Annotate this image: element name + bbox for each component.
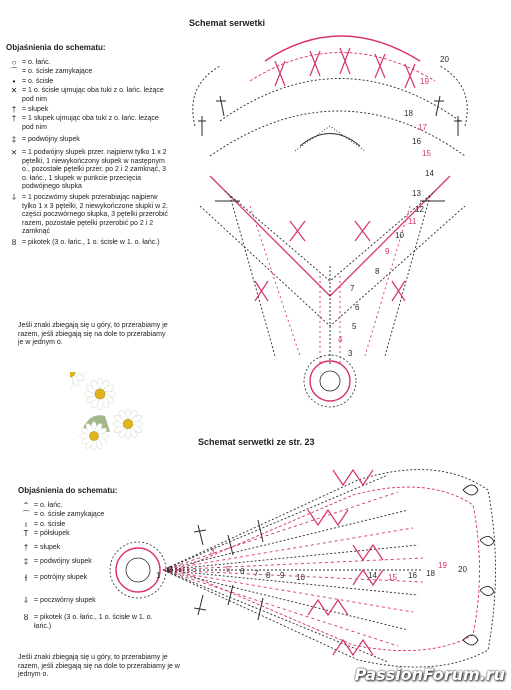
row-number: 19 (438, 561, 447, 570)
double-dagger-icon: ‡ (11, 135, 17, 145)
row-number: 17 (418, 123, 427, 132)
legend-item: ⨯ = 1 podwójny słupek przer. najpierw tylko 1 x 2 pętelki, 1 niewykończony słupek w następnym o., pozostałe pętelki przer. po 2 i 2 zamknąć, 3 o. łańc., 1 słupek w punkcie przecięcia podwójnego słupka (6, 149, 168, 192)
row-number: 13 (412, 189, 421, 198)
row-number: 14 (368, 571, 377, 580)
top-chart-title: Schemat serwetki (189, 18, 266, 28)
legend-item: ⫲ = potrójny słupek (18, 574, 168, 583)
daisy-flowers-image (70, 372, 152, 462)
row-number: 9 (385, 247, 390, 256)
bottom-legend-heading: Objaśnienia do schematu: (18, 486, 118, 495)
legend-item: ȣ = pikotek (3 o. łańc., 1 o. ścisłe w 1. o. łańc.) (18, 614, 168, 631)
arc-icon: ⌒ (10, 67, 18, 77)
legend-item: † = 1 słupek ujmując oba tuki z o. łańc. leżące pod nim (6, 115, 168, 132)
row-number: 5 (352, 322, 357, 331)
row-number: 15 (422, 149, 431, 158)
row-number: 16 (412, 137, 421, 146)
row-number: 18 (404, 109, 413, 118)
row-number: 9 (280, 571, 285, 580)
picot-icon: ȣ (23, 613, 29, 623)
row-number: 3 (348, 349, 353, 358)
picot-icon: ȣ (11, 237, 17, 247)
legend-item: ⌃ = o. łańc. (18, 502, 168, 511)
watermark: PassionForum.ru (354, 665, 505, 684)
row-number: 7 (254, 569, 259, 578)
crossed-stitch-icon: ⨯ (10, 147, 18, 157)
dagger-icon: † (23, 542, 29, 552)
bar-icon: ı (24, 519, 28, 529)
legend-item: ⌒ = o. ścisłe zamykające (18, 511, 168, 520)
legend-item: • = o. ścisłe (6, 78, 168, 87)
legend-item: ‡ = podwójny słupek (18, 558, 168, 567)
row-number: 10 (296, 573, 305, 582)
row-number: 16 (408, 571, 417, 580)
quad-dagger-icon: ⸸ (24, 595, 28, 605)
row-number: 11 (408, 217, 417, 226)
legend-item: ⌒ = o. ścisłe zamykające (6, 68, 168, 77)
legend-item: ○ = o. łańc. (6, 59, 168, 68)
quad-dagger-icon: ⸸ (12, 192, 16, 202)
arc-icon: ⌒ (22, 510, 30, 520)
row-number: 15 (388, 573, 397, 582)
legend-item: T = półsłupek (18, 530, 168, 539)
triple-dagger-icon: ⫲ (24, 573, 28, 583)
row-number: 18 (426, 569, 435, 578)
row-number: 19 (420, 77, 429, 86)
row-number: 6 (240, 567, 245, 576)
legend-item: ⸸ = poczwórny słupek (18, 597, 168, 606)
row-number: 5 (226, 565, 231, 574)
legend-item: ‡ = podwójny słupek (6, 136, 168, 145)
row-number: 20 (458, 565, 467, 574)
double-dagger-icon: ‡ (23, 556, 29, 566)
x-stitch-icon: ✕ (10, 86, 18, 96)
legend-item: † = słupek (18, 544, 168, 553)
legend-item: ✕ = 1 o. ścisłe ujmując oba tuki z o. łańc. leżące pod nim (6, 87, 168, 104)
circle-icon: ○ (11, 57, 17, 67)
row-number: 8 (375, 267, 380, 276)
legend-item: ⸸ = 1 poczwórny słupek przerabiając najpierw tylko 1 x 3 pętelki, 2 niewykończone słupki w 2. części poczwórnego słupka, 3 pętelki przerobić razem, pozostałe pętelki przerobić po 2 i 2 zamknąć (6, 194, 168, 237)
top-crochet-diagram (180, 26, 480, 421)
bottom-crochet-diagram (108, 450, 503, 680)
row-number: 12 (415, 205, 424, 214)
top-legend (6, 44, 168, 248)
dagger-icon: † (11, 114, 17, 124)
row-number: 8 (266, 571, 271, 580)
dagger-icon: † (11, 104, 17, 114)
row-number: 20 (440, 55, 449, 64)
row-number: 3 (210, 547, 215, 556)
bottom-note: Jeśli znaki zbiegają się u góry, to przerabiamy je razem, jeśli zbiegają się na dole to przerabiamy je w jednym o. (18, 654, 180, 679)
row-number: 7 (350, 284, 355, 293)
legend-item: † = słupek (6, 106, 168, 115)
t-icon: T (23, 529, 29, 539)
row-number: 14 (425, 169, 434, 178)
dot-icon: • (12, 76, 16, 86)
legend-item: ȣ = pikotek (3 o. łańc., 1 o. ścisłe w 1. o. łańc.) (6, 239, 168, 248)
row-number: 1 (156, 571, 161, 580)
row-number: 10 (395, 231, 404, 240)
row-number: 4 (338, 335, 343, 344)
row-number: 6 (355, 303, 360, 312)
top-note: Jeśli znaki zbiegają się u góry, to przerabiamy je razem, jeśli zbiegają się na dole to przerabiamy je w jednym o. (18, 322, 168, 347)
top-legend-heading: Objaśnienia do schematu: (6, 43, 106, 52)
caret-icon: ⌃ (22, 500, 30, 510)
row-number: 2 (168, 565, 173, 574)
legend-item: ı = o. ścisłe (18, 521, 168, 530)
bottom-chart-title: Schemat serwetki ze str. 23 (198, 437, 315, 447)
